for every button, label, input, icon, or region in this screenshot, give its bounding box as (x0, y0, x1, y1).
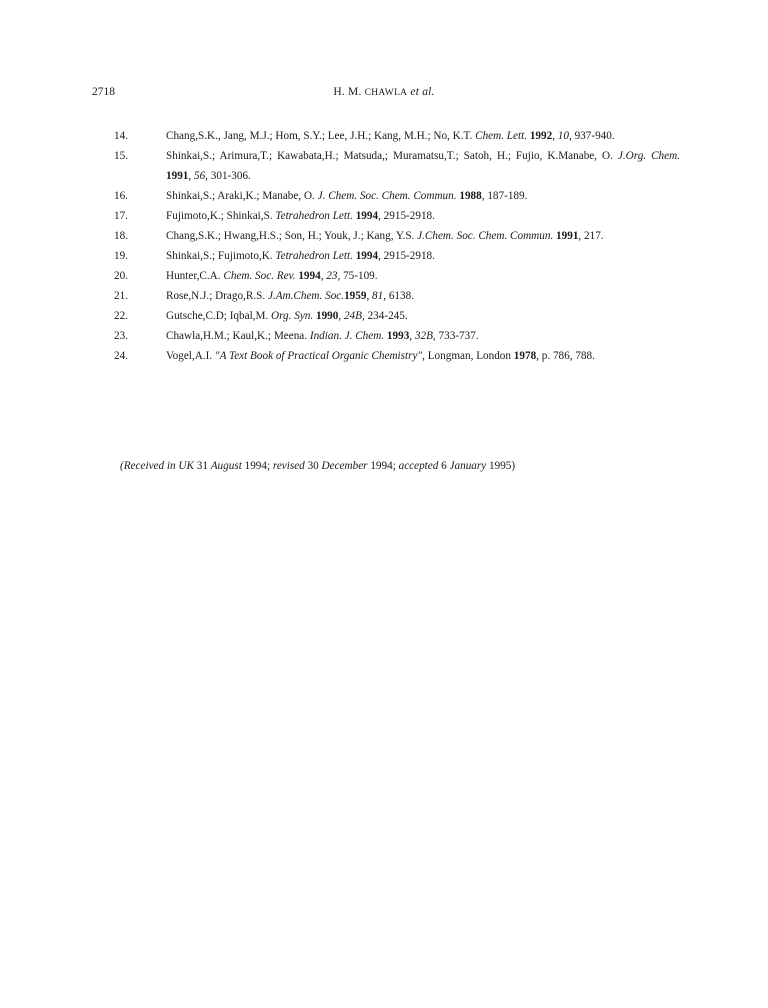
reference-item (114, 226, 680, 246)
received-fragment: 1995) (486, 460, 516, 472)
reference-fragment: , 733-737. (432, 330, 479, 342)
reference-item (114, 346, 680, 366)
reference-fragment: , (188, 170, 194, 182)
received-fragment: 30 (304, 460, 322, 472)
reference-number: 16. (114, 190, 128, 202)
received-fragment: 6 (438, 460, 450, 472)
reference-year: 1988 (459, 190, 482, 202)
received-fragment: January (449, 460, 487, 472)
received-fragment: 31 (193, 460, 211, 472)
reference-text (166, 186, 680, 206)
reference-year: 1994 (355, 210, 379, 222)
page-header (92, 84, 676, 100)
reference-fragment: , (338, 310, 344, 322)
reference-fragment: Shinkai,S.; Araki,K.; Manabe, O. (166, 190, 318, 202)
reference-year: 1959 (344, 290, 367, 302)
reference-item (114, 246, 680, 266)
reference-item (114, 266, 680, 286)
reference-fragment: Shinkai,S.; Fujimoto,K. (166, 250, 276, 262)
reference-text (166, 146, 680, 186)
received-fragment: December (321, 460, 368, 472)
reference-number: 22. (114, 310, 128, 322)
reference-fragment: , 217. (578, 230, 604, 242)
reference-text (166, 286, 680, 306)
reference-journal: J.Am.Chem. Soc. (267, 290, 345, 302)
reference-fragment: , 75-109. (337, 270, 378, 282)
running-head-etal: et al. (407, 86, 435, 98)
reference-text (166, 246, 680, 266)
reference-journal: Tetrahedron Lett. (275, 210, 353, 222)
reference-text (166, 206, 680, 226)
reference-fragment: , 187-189. (481, 190, 528, 202)
reference-fragment: Fujimoto,K.; Shinkai,S. (166, 210, 276, 222)
reference-journal: "A Text Book of Practical Organic Chemistry" (214, 350, 423, 362)
reference-fragment: Shinkai,S.; Arimura,T.; Kawabata,H.; Matsuda,; Muramatsu,T.; Satoh, H.; Fujio, K.Manabe, O. (166, 150, 618, 162)
reference-item (114, 326, 680, 346)
reference-year: 1994 (298, 270, 321, 282)
reference-item (114, 286, 680, 306)
reference-text (166, 326, 680, 346)
reference-number: 23. (114, 330, 128, 342)
reference-year: 1992 (529, 130, 553, 142)
page-number: 2718 (92, 86, 115, 98)
reference-journal: 32B (414, 330, 433, 342)
received-dates-note (120, 458, 680, 474)
reference-fragment: Vogel,A.I. (166, 350, 215, 362)
reference-fragment: Hunter,C.A. (166, 270, 224, 282)
reference-number: 15. (114, 150, 128, 162)
reference-item (114, 146, 680, 186)
reference-item (114, 306, 680, 326)
reference-number: 14. (114, 130, 128, 142)
reference-text (166, 226, 680, 246)
reference-number: 18. (114, 230, 128, 242)
reference-item (114, 126, 680, 146)
reference-fragment: , 301-306. (205, 170, 251, 182)
reference-journal: Chem. Lett. (475, 130, 528, 142)
received-fragment: accepted (398, 460, 439, 472)
received-fragment: revised (272, 460, 305, 472)
reference-journal: 10 (557, 130, 569, 142)
received-fragment: (Received in UK (120, 460, 194, 472)
reference-year: 1990 (315, 310, 339, 322)
reference-fragment: , (320, 270, 327, 282)
reference-fragment: , p. 786, 788. (536, 350, 595, 362)
reference-fragment: Gutsche,C.D; Iqbal,M. (166, 310, 272, 322)
running-head (92, 84, 676, 101)
reference-fragment: , 2915-2918. (378, 250, 435, 262)
reference-fragment: Chang,S.K., Jang, M.J.; Hom, S.Y.; Lee, J.H.; Kang, M.H.; No, K.T. (166, 130, 476, 142)
running-head-author: H. M. (333, 86, 365, 98)
reference-text (166, 266, 680, 286)
reference-fragment: , 937-940. (568, 130, 615, 142)
reference-fragment: , (366, 290, 373, 302)
reference-year: 1991 (166, 170, 189, 182)
reference-fragment: , (552, 130, 558, 142)
reference-fragment: Chang,S.K.; Hwang,H.S.; Son, H.; Youk, J.; Kang, Y.S. (166, 230, 418, 242)
reference-fragment: Chawla,H.M.; Kaul,K.; Meena. (166, 330, 310, 342)
reference-fragment: , 234-245. (361, 310, 408, 322)
reference-number: 24. (114, 350, 128, 362)
reference-fragment: , (409, 330, 415, 342)
reference-journal: Tetrahedron Lett. (275, 250, 353, 262)
reference-journal: J.Chem. Soc. Chem. Commun. (417, 230, 554, 242)
reference-item (114, 206, 680, 226)
reference-year: 1994 (355, 250, 379, 262)
received-fragment: 1994; (367, 460, 399, 472)
reference-fragment: Rose,N.J.; Drago,R.S. (166, 290, 268, 302)
reference-fragment: , Longman, London (422, 350, 514, 362)
reference-text (166, 126, 680, 146)
reference-journal: 56 (193, 170, 206, 182)
reference-fragment: , 2915-2918. (378, 210, 435, 222)
reference-number: 21. (114, 290, 128, 302)
reference-number: 20. (114, 270, 128, 282)
reference-fragment: , 6138. (383, 290, 414, 302)
received-fragment: 1994; (241, 460, 273, 472)
reference-year: 1993 (386, 330, 410, 342)
reference-journal: J. Chem. Soc. Chem. Commun. (317, 190, 457, 202)
reference-journal: Org. Syn. (271, 310, 314, 322)
reference-list (114, 126, 680, 366)
reference-number: 17. (114, 210, 128, 222)
reference-journal: J.Org. Chem. (617, 150, 680, 162)
reference-journal: 24B (343, 310, 362, 322)
reference-journal: Chem. Soc. Rev. (223, 270, 296, 282)
reference-text (166, 346, 680, 366)
reference-journal: Indian. J. Chem. (309, 330, 385, 342)
reference-text (166, 306, 680, 326)
reference-journal: 23 (326, 270, 338, 282)
reference-journal: 81 (372, 290, 384, 302)
reference-year: 1991 (556, 230, 579, 242)
received-fragment: August (210, 460, 242, 472)
reference-number: 19. (114, 250, 128, 262)
running-head-author-surname: CHAWLA (364, 88, 408, 98)
reference-year: 1978 (513, 350, 537, 362)
reference-item (114, 186, 680, 206)
